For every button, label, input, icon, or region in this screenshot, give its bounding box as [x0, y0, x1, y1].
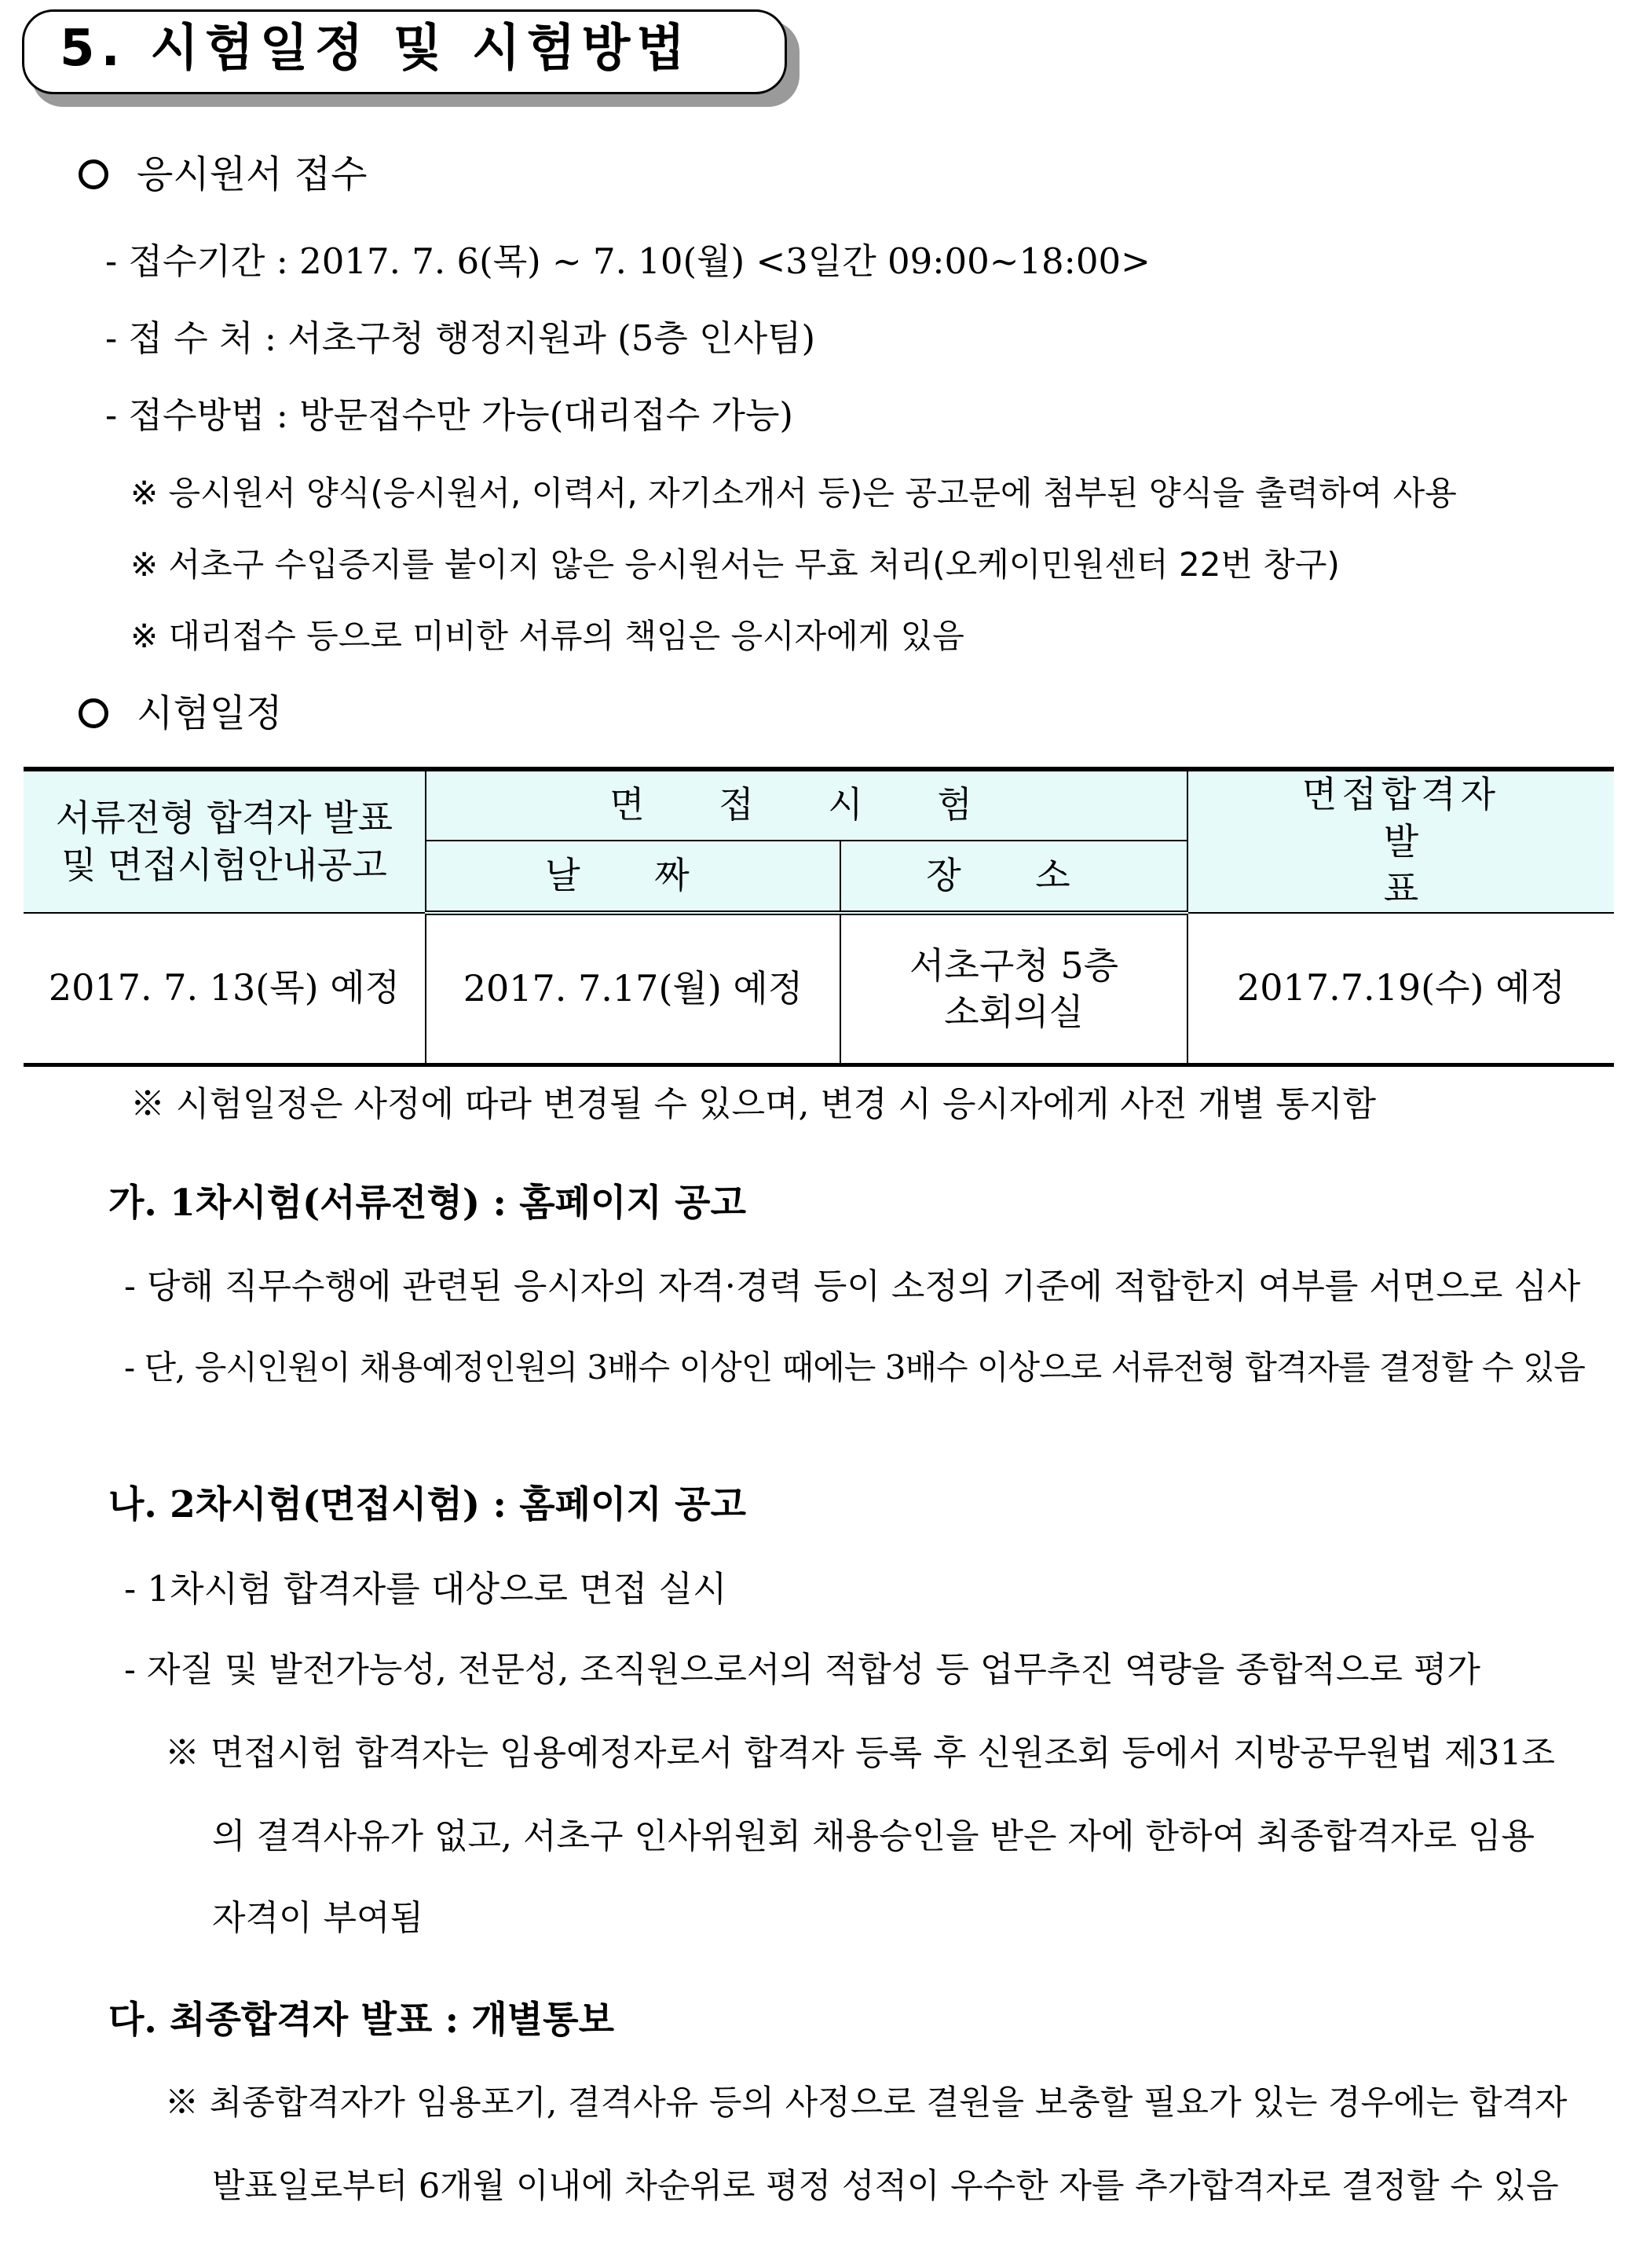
cell-final-date: 2017.7.19(수) 예정 — [1187, 913, 1614, 1065]
stage1-heading: 가. 1차시험(서류전형) : 홈페이지 공고 — [108, 1182, 746, 1225]
stage2-note-line-3: 자격이 부여됨 — [212, 1898, 424, 1938]
application-note-1: ※ 응시원서 양식(응시원서, 이력서, 자기소개서 등)은 공고문에 첨부된 양식을 출력하여 사용 — [130, 474, 1457, 512]
stage2-note-line-2: 의 결격사유가 없고, 서초구 인사위원회 채용승인을 받은 자에 한하여 최종합격자로 임용 — [212, 1816, 1535, 1856]
header-doc-announce-line2: 및 면접시험안내공고 — [61, 843, 387, 886]
cell-interview-date: 2017. 7.17(월) 예정 — [426, 913, 840, 1065]
stage3-note-line-1: ※ 최종합격자가 임용포기, 결격사유 등의 사정으로 결원을 보충할 필요가 있는 경우에는 합격자 — [165, 2083, 1568, 2123]
circle-bullet-icon — [79, 698, 108, 728]
section-application — [79, 152, 368, 196]
cell-interview-place — [840, 913, 1187, 1065]
application-note-2: ※ 서초구 수입증지를 붙이지 않은 응시원서는 무효 처리(오케이민원센터 22번 창구) — [130, 545, 1340, 584]
stage2-heading: 나. 2차시험(면접시험) : 홈페이지 공고 — [108, 1483, 746, 1526]
header-date — [426, 841, 840, 914]
cell-place-line1: 서초구청 5층 — [909, 943, 1119, 987]
stage1-item-1: - 당해 직무수행에 관련된 응시자의 자격·경력 등이 소정의 기준에 적합한지 여부를 서면으로 심사 — [124, 1266, 1581, 1306]
section-application-heading: 응시원서 접수 — [137, 152, 368, 196]
cell-place-line2: 소회의실 — [944, 991, 1084, 1034]
stage1-item-2: - 단, 응시인원이 채용예정인원의 3배수 이상인 때에는 3배수 이상으로 서류전형 합격자를 결정할 수 있음 — [124, 1348, 1585, 1387]
circle-bullet-icon — [79, 159, 108, 189]
stage3-heading: 다. 최종합격자 발표 : 개별통보 — [108, 1999, 614, 2042]
header-doc-announce — [24, 769, 426, 913]
header-final-announce — [1187, 769, 1614, 913]
header-place — [840, 841, 1187, 914]
header-final-line1: 면접합격자 — [1301, 773, 1501, 815]
header-place-label: 장 소 — [926, 854, 1102, 897]
header-date-label: 날 짜 — [545, 854, 721, 897]
page-title: 5. 시험일정 및 시험방법 — [60, 20, 692, 78]
stage2-item-1: - 1차시험 합격자를 대상으로 면접 실시 — [124, 1568, 727, 1610]
stage3-note-line-2: 발표일로부터 6개월 이내에 차순위로 평정 성적이 우수한 자를 추가합격자로 결정할 수 있음 — [212, 2167, 1559, 2206]
header-doc-announce-line1: 서류전형 합격자 발표 — [55, 796, 393, 839]
stage2-note-line-1: ※ 면접시험 합격자는 임용예정자로서 합격자 등록 후 신원조회 등에서 지방공무원법 제31조 — [165, 1733, 1555, 1773]
application-period: - 접수기간 : 2017. 7. 6(목) ~ 7. 10(월) <3일간 09:00~18:00> — [105, 240, 1151, 282]
application-place: - 접 수 처 : 서초구청 행정지원과 (5층 인사팀) — [105, 317, 816, 359]
stage2-item-2: - 자질 및 발전가능성, 전문성, 조직원으로서의 적합성 등 업무추진 역량을 종합적으로 평가 — [124, 1650, 1480, 1690]
application-note-3: ※ 대리접수 등으로 미비한 서류의 책임은 응시자에게 있음 — [130, 617, 964, 655]
header-interview — [426, 769, 1187, 841]
application-method: - 접수방법 : 방문접수만 가능(대리접수 가능) — [105, 394, 793, 436]
header-final-line2: 발 표 — [1383, 819, 1513, 910]
cell-doc-date: 2017. 7. 13(목) 예정 — [24, 913, 426, 1065]
section-schedule-heading: 시험일정 — [137, 691, 283, 735]
section-schedule — [79, 691, 283, 735]
header-interview-label: 면 접 시 험 — [609, 783, 1004, 826]
schedule-note: ※ 시험일정은 사정에 따라 변경될 수 있으며, 변경 시 응시자에게 사전 개별 통지함 — [130, 1084, 1376, 1124]
schedule-table — [24, 767, 1614, 1067]
